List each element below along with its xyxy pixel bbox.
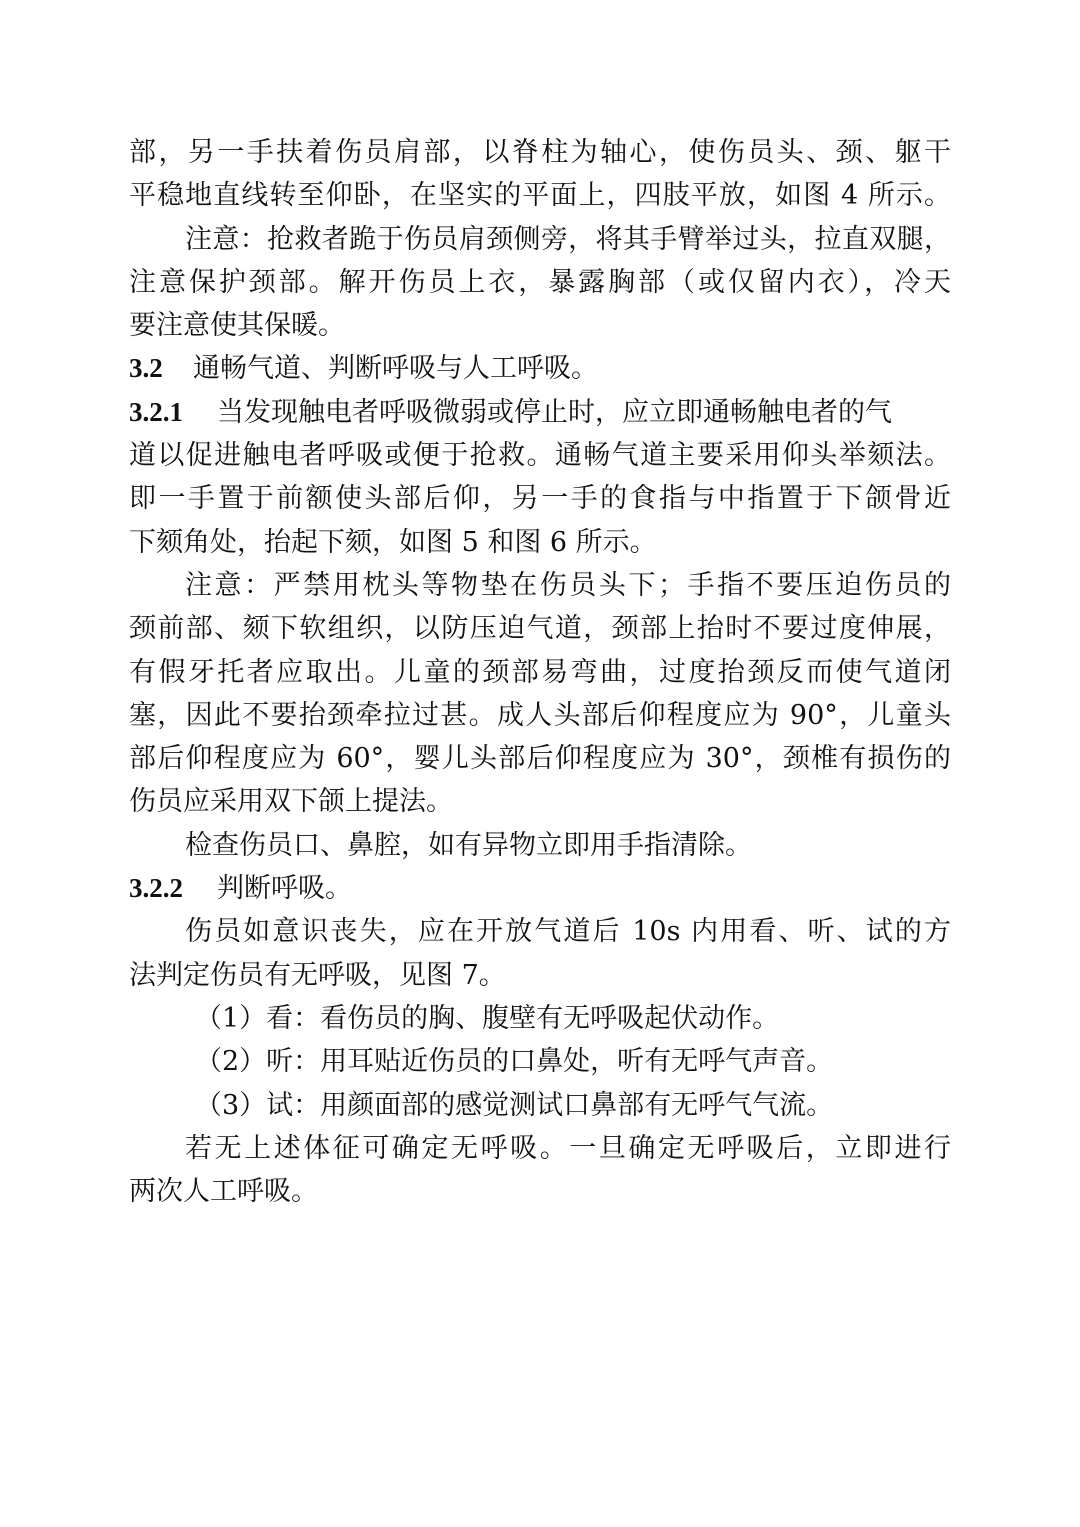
section-title: 判断呼吸。 <box>217 873 352 905</box>
paragraph-line: 注意保护颈部。解开伤员上衣，暴露胸部（或仅留内衣），冷天 <box>129 266 951 298</box>
paragraph-line: 两次人工呼吸。 <box>129 1176 318 1208</box>
paragraph-line: 平稳地直线转至仰卧，在坚实的平面上，四肢平放，如图 4 所示。 <box>129 180 951 212</box>
list-item: （2）听：用耳贴近伤员的口鼻处，听有无呼气声音。 <box>195 1046 834 1078</box>
section-title: 通畅气道、判断呼吸与人工呼吸。 <box>193 353 598 385</box>
paragraph-line: 即一手置于前额使头部后仰，另一手的食指与中指置于下颌骨近 <box>129 483 951 515</box>
section-heading-3-2-1 <box>129 391 951 434</box>
paragraph-line: 有假牙托者应取出。儿童的颈部易弯曲，过度抬颈反而使气道闭 <box>129 656 951 688</box>
note-line: 注意：严禁用枕头等物垫在伤员头下；手指不要压迫伤员的 <box>185 569 951 601</box>
paragraph-line: 颈前部、颏下软组织，以防压迫气道，颈部上抬时不要过度伸展， <box>129 613 951 645</box>
list-item: （1）看：看伤员的胸、腹壁有无呼吸起伏动作。 <box>195 1002 780 1034</box>
paragraph-line: 塞，因此不要抬颈牵拉过甚。成人头部后仰程度应为 90°，儿童头 <box>129 699 951 731</box>
paragraph-line: 法判定伤员有无呼吸，见图 7。 <box>129 959 506 991</box>
section-number: 3.2.2 <box>129 873 183 904</box>
paragraph-line: 道以促进触电者呼吸或便于抢救。通畅气道主要采用仰头举颏法。 <box>129 440 951 472</box>
paragraph-line: 部，另一手扶着伤员肩部，以脊柱为轴心，使伤员头、颈、躯干 <box>129 137 951 168</box>
list-item: （3）试：用颜面部的感觉测试口鼻部有无呼气气流。 <box>195 1089 834 1121</box>
paragraph-line: 部后仰程度应为 60°，婴儿头部后仰程度应为 30°，颈椎有损伤的 <box>129 743 951 775</box>
section-text: 当发现触电者呼吸微弱或停止时，应立即通畅触电者的气 <box>217 396 892 428</box>
document-page <box>129 131 951 1213</box>
paragraph-line: 伤员应采用双下颌上提法。 <box>129 786 453 818</box>
section-number: 3.2.1 <box>129 396 183 427</box>
paragraph-line: 检查伤员口、鼻腔，如有异物立即用手指清除。 <box>185 829 752 861</box>
paragraph-line: 若无上述体征可确定无呼吸。一旦确定无呼吸后，立即进行 <box>185 1132 951 1164</box>
section-heading-3-2 <box>129 347 951 390</box>
paragraph-line: 要注意使其保暖。 <box>129 310 345 342</box>
paragraph-line: 伤员如意识丧失，应在开放气道后 10s 内用看、听、试的方 <box>185 916 951 948</box>
section-number: 3.2 <box>129 353 163 384</box>
note-line: 注意：抢救者跪于伤员肩颈侧旁，将其手臂举过头，拉直双腿， <box>185 223 951 255</box>
section-heading-3-2-2 <box>129 867 951 910</box>
paragraph-line: 下颏角处，抬起下颏，如图 5 和图 6 所示。 <box>129 526 657 558</box>
